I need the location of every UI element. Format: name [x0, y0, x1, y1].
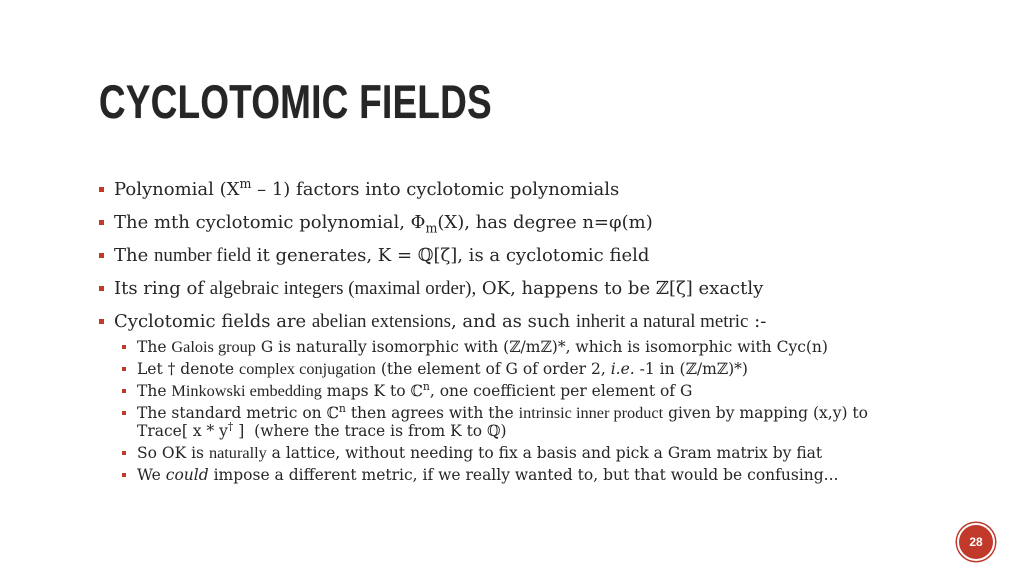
keyword-naturally: naturally	[208, 444, 267, 462]
sub-bullet-different-metric: We could impose a different metric, if we really wanted to, but that would be confusing...	[121, 466, 978, 484]
sub-bullet-naturally-lattice: So OK is naturally a lattice, without needing to fix a basis and pick a Gram matrix by fiat	[121, 444, 978, 462]
sub-bullet-galois-group: The Galois group G is naturally isomorphic with (ℤ/mℤ)*, which is isomorphic with Cyc(n)	[121, 338, 978, 356]
keyword-algebraic-integers: algebraic integers (maximal order),	[209, 278, 477, 299]
bullet-abelian-extensions: Cyclotomic fields are abelian extensions, and as such inherit a natural metric :- The Galois group G is naturally isomorphic with (ℤ/mℤ)*, which is isomorphic with Cyc(n) Let † denote complex conjugation (the element of G of order 2, i.e. -1 in (ℤ/mℤ)*) The Minkowski embedding maps K to ℂ$^n$, one coefficient per element of G The standard metric on ℂ$^n$ then agrees with the intrinsic inner product given by mapping (x,y) to Trace[ x * y† ] (where the trace is from K to ℚ) So OK is naturally a lattice, without needing to fix a basis and pick a Gram matrix by fiat We could impose a different metric, if we really wanted to, but that would be confusing...	[98, 310, 978, 484]
sub-bullet-complex-conjugation: Let † denote complex conjugation (the element of G of order 2, i.e. -1 in (ℤ/mℤ)*)	[121, 360, 978, 378]
sub-bullet-minkowski-embedding: The Minkowski embedding maps K to ℂ$^n$, one coefficient per element of G	[121, 382, 978, 400]
keyword-complex-conjugation: complex conjugation	[239, 360, 376, 378]
sub-bullet-list	[114, 338, 978, 484]
slide-content	[98, 178, 978, 493]
sub-bullet-standard-metric: The standard metric on ℂ$^n$ then agrees with the intrinsic inner product given by mapping (x,y) to Trace[ x * y† ] (where the trace is from K to ℚ)	[121, 404, 978, 440]
keyword-natural-metric: inherit a natural metric	[575, 311, 749, 332]
bullet-polynomial-factors: Polynomial $(X^m - 1)$ factors into cyclotomic polynomials	[98, 178, 978, 202]
keyword-minkowski-embedding: Minkowski embedding	[171, 382, 322, 400]
keyword-abelian-extensions: abelian extensions	[311, 311, 451, 332]
bullet-list	[98, 178, 978, 484]
page-number-badge: 28	[957, 523, 995, 561]
bullet-ring-of-integers: Its ring of algebraic integers (maximal order), OK, happens to be ℤ[ζ] exactly	[98, 277, 978, 301]
keyword-intrinsic-inner-product: intrinsic inner product	[518, 404, 664, 422]
keyword-galois-group: Galois group	[171, 338, 256, 356]
slide-title: CYCLOTOMIC FIELDS	[99, 75, 492, 128]
keyword-number-field: number field	[153, 245, 252, 266]
bullet-cyclotomic-polynomial: The mth cyclotomic polynomial, $\Phi_m(X)$, has degree n=φ(m)	[98, 211, 978, 235]
bullet-number-field: The number field it generates, K = ℚ[ζ], is a cyclotomic field	[98, 244, 978, 268]
